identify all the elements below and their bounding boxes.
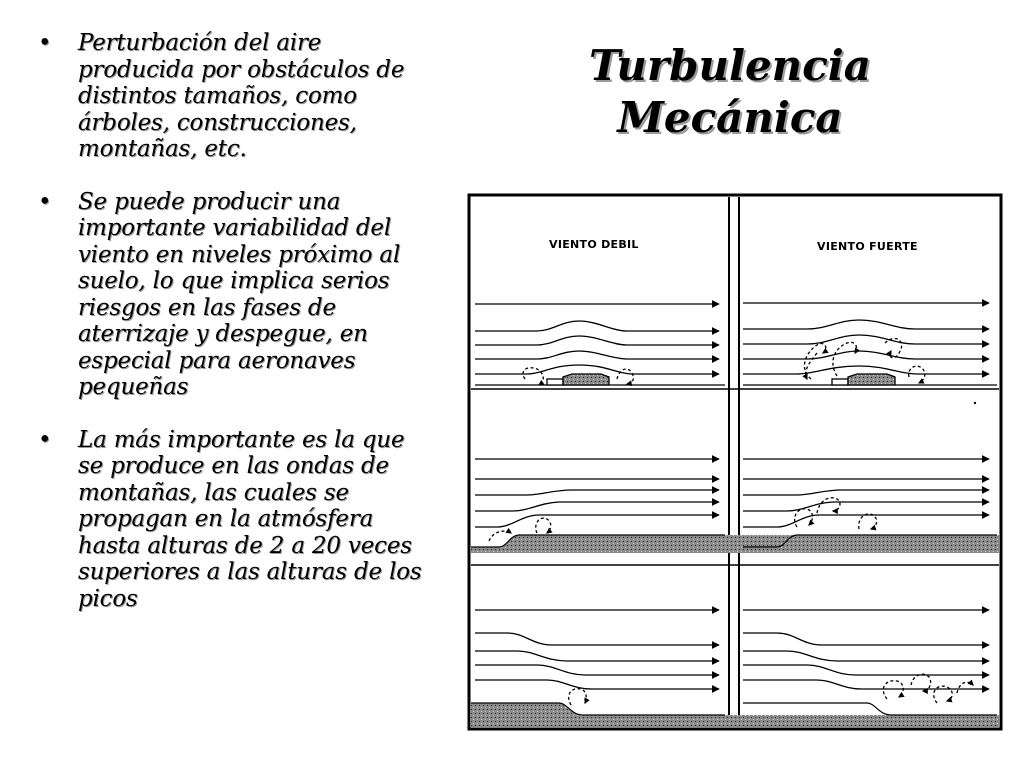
- panel-building-weak: [475, 304, 725, 385]
- bullet-item-2: [36, 189, 431, 401]
- bullet-dot: •: [38, 188, 52, 215]
- bullet-text-1: Perturbación del aire producida por obstáculos de distintos tamaños, como árboles, construcciones, montañas, etc.: [78, 30, 405, 162]
- diagram-frame: [469, 195, 1001, 729]
- panel-mountain-weak: [471, 610, 999, 727]
- bullet-item-1: [36, 30, 431, 163]
- panel-step-strong: [743, 459, 997, 547]
- slide-title: [560, 40, 900, 144]
- title-line-1: Turbulencia: [589, 41, 871, 90]
- label-viento-fuerte: VIENTO FUERTE: [817, 240, 918, 253]
- bullet-text-2: Se puede producir una importante variabilidad del viento en niveles próximo al suelo, lo que implica serios riesgos en las fases de aterrizaje y despegue, en especial para aeronaves pequeñas: [78, 188, 401, 400]
- bullet-text-3: La más importante es la que se produce en las ondas de montañas, las cuales se propagan en la atmósfera hasta alturas de 2 a 20 veces superiores a las alturas de los picos: [78, 426, 422, 612]
- panel-step-weak: [471, 459, 999, 553]
- bullet-item-3: [36, 427, 431, 613]
- turbulence-diagram-svg: [467, 193, 1003, 731]
- panel-building-strong: [743, 303, 997, 385]
- title-line-2: Mecánica: [617, 93, 843, 142]
- turbulence-diagram: [467, 193, 1003, 731]
- bullet-dot: •: [38, 426, 52, 453]
- bullet-dot: •: [38, 30, 52, 56]
- panel-mountain-strong: [743, 610, 997, 715]
- label-viento-debil: VIENTO DEBIL: [549, 238, 639, 251]
- bullet-list: [36, 30, 431, 612]
